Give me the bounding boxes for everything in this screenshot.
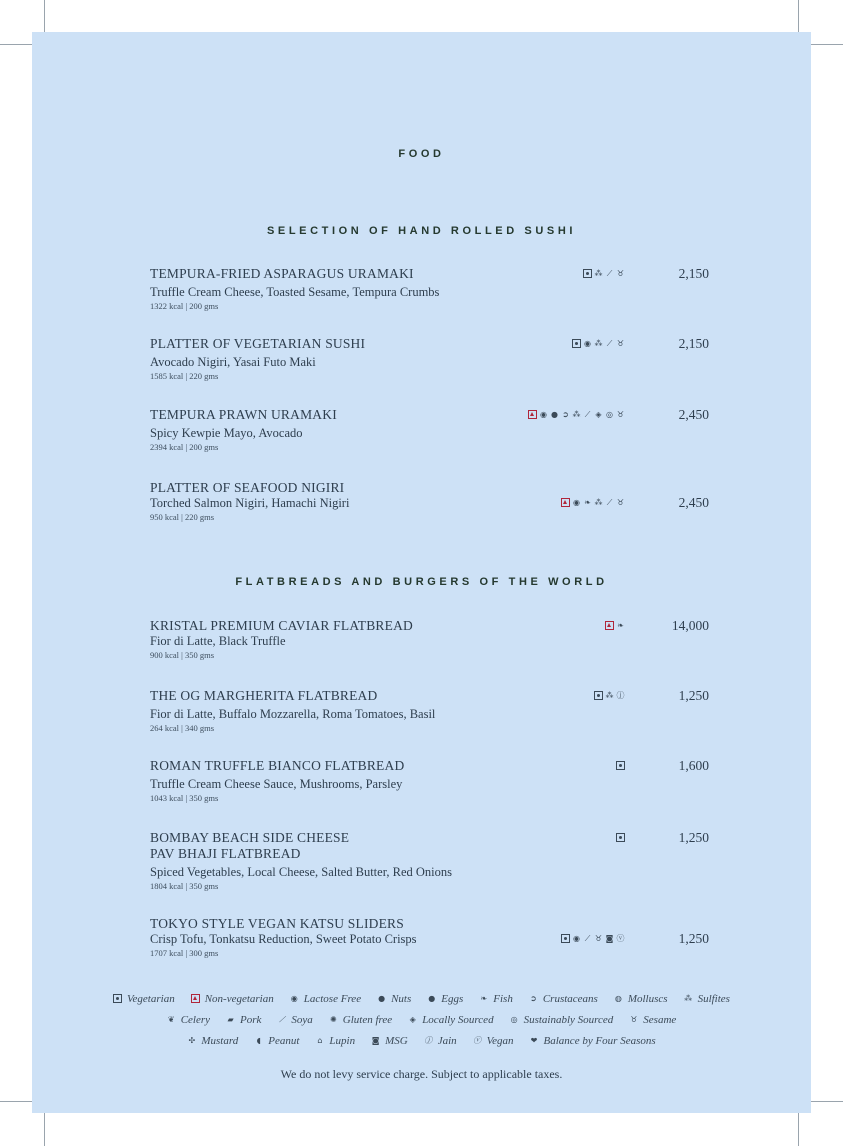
sesame-icon: ♉ — [616, 410, 625, 419]
legend-entry — [167, 1014, 210, 1026]
soya-icon: ⟋ — [584, 410, 591, 419]
vegan-icon: ⓥ — [473, 1036, 482, 1045]
item-name: KRISTAL PREMIUM CAVIAR FLATBREAD — [150, 618, 413, 633]
item-nutrition: 1585 kcal | 220 gms — [150, 371, 219, 381]
legend-entry — [473, 1035, 514, 1047]
sulfites-icon: ⁂ — [594, 339, 603, 348]
vegan-icon: ⓥ — [616, 934, 625, 943]
locally-sourced-icon: ◈ — [409, 1015, 416, 1024]
item-nutrition: 264 kcal | 340 gms — [150, 723, 215, 733]
page-title: FOOD — [398, 148, 445, 160]
menu-item — [150, 266, 710, 312]
eggs-icon: ● — [428, 994, 436, 1003]
legend-entry — [191, 993, 274, 1005]
legend-entry — [113, 993, 175, 1005]
item-description: Crisp Tofu, Tonkatsu Reduction, Sweet Potato Crisps — [150, 932, 417, 946]
item-price: 1,250 — [678, 830, 709, 845]
legend-row — [32, 1009, 811, 1030]
item-name: TEMPURA-FRIED ASPARAGUS URAMAKI — [150, 266, 414, 281]
legend-label: Sesame — [643, 1013, 677, 1026]
soya-icon: ⟋ — [584, 934, 591, 943]
item-name: PLATTER OF SEAFOOD NIGIRI — [150, 480, 345, 495]
item-name: PLATTER OF VEGETARIAN SUSHI — [150, 336, 366, 351]
legend-label: Crustaceans — [542, 992, 598, 1005]
item-description: Fior di Latte, Buffalo Mozzarella, Roma Tomatoes, Basil — [150, 707, 436, 721]
legend-entry — [290, 993, 361, 1005]
mustard-icon: ✣ — [188, 1036, 196, 1045]
msg-icon: ◙ — [605, 934, 614, 943]
crop-mark — [798, 0, 799, 32]
nonveg-icon — [528, 410, 537, 419]
item-nutrition: 950 kcal | 220 gms — [150, 512, 215, 522]
jain-icon: ⓙ — [616, 691, 625, 700]
sulfites-icon: ⁂ — [684, 994, 693, 1003]
item-price: 1,600 — [678, 758, 709, 773]
dietary-icons — [465, 761, 625, 770]
legend-label: Peanut — [268, 1034, 300, 1047]
legend-entry — [254, 1035, 299, 1047]
sesame-icon: ♉ — [616, 269, 625, 278]
item-nutrition: 1043 kcal | 350 gms — [150, 793, 219, 803]
dietary-icons — [465, 339, 625, 348]
menu-item — [150, 830, 710, 892]
legend-label: MSG — [385, 1034, 408, 1047]
menu-page — [32, 32, 811, 1113]
dietary-icons — [465, 621, 625, 630]
dietary-icons — [465, 691, 625, 700]
legend-entry — [226, 1014, 261, 1026]
menu-item — [150, 407, 710, 453]
nuts-icon: ● — [378, 994, 386, 1003]
lactose-free-icon: ◉ — [290, 994, 298, 1003]
menu-item — [150, 688, 710, 734]
nonveg-icon — [191, 994, 200, 1003]
veg-icon — [616, 833, 625, 842]
legend-label: Gluten free — [342, 1013, 393, 1026]
gluten-free-icon: ✺ — [329, 1015, 337, 1024]
menu-item — [150, 916, 710, 959]
lactose-free-icon: ◉ — [573, 498, 580, 507]
item-price: 2,450 — [678, 495, 709, 510]
item-name: TEMPURA PRAWN URAMAKI — [150, 407, 337, 422]
veg-icon — [113, 994, 122, 1003]
veg-icon — [616, 761, 625, 770]
crop-mark — [44, 0, 45, 32]
dietary-icons — [465, 934, 625, 943]
item-description: Spiced Vegetables, Local Cheese, Salted Butter, Red Onions — [150, 865, 452, 879]
crustaceans-icon: ➲ — [562, 410, 569, 419]
section-heading-flatbreads: FLATBREADS AND BURGERS OF THE WORLD — [235, 576, 608, 588]
legend-entry — [530, 1035, 656, 1047]
soya-icon: ⟋ — [606, 269, 613, 278]
item-price: 14,000 — [671, 618, 709, 633]
crop-mark — [811, 44, 843, 45]
item-price: 2,150 — [678, 266, 709, 281]
legend-label: Eggs — [441, 992, 464, 1005]
dietary-icons — [465, 410, 625, 419]
crop-mark — [0, 44, 32, 45]
menu-item — [150, 758, 710, 804]
legend-label: Vegan — [486, 1034, 514, 1047]
lactose-free-icon: ◉ — [584, 339, 591, 348]
fish-icon: ❧ — [480, 994, 488, 1003]
celery-icon: ❦ — [167, 1015, 175, 1024]
nonveg-icon — [605, 621, 614, 630]
crustaceans-icon: ➲ — [529, 994, 537, 1003]
soya-icon: ⟋ — [606, 339, 613, 348]
legend-label: Soya — [291, 1013, 313, 1026]
footer-note: We do not levy service charge. Subject to applicable taxes. — [280, 1067, 563, 1081]
balance-four-seasons-icon: ❤ — [530, 1036, 538, 1045]
legend-label: Lactose Free — [303, 992, 362, 1005]
soya-icon: ⟋ — [279, 1015, 285, 1024]
dietary-legend — [32, 988, 811, 1051]
nonveg-icon — [561, 498, 570, 507]
sulfites-icon: ⁂ — [572, 410, 581, 419]
legend-label: Lupin — [329, 1034, 356, 1047]
lactose-free-icon: ◉ — [540, 410, 547, 419]
item-description: Torched Salmon Nigiri, Hamachi Nigiri — [150, 496, 350, 510]
dietary-icons — [465, 498, 625, 507]
legend-entry — [629, 1014, 676, 1026]
legend-entry — [424, 1035, 457, 1047]
legend-entry — [329, 1014, 392, 1026]
item-description: Spicy Kewpie Mayo, Avocado — [150, 426, 303, 440]
crop-mark — [798, 1113, 799, 1146]
legend-label: Pork — [240, 1013, 262, 1026]
legend-entry — [371, 1035, 408, 1047]
legend-entry — [187, 1035, 238, 1047]
menu-item — [150, 336, 710, 382]
item-price: 1,250 — [678, 688, 709, 703]
legend-label: Celery — [180, 1013, 211, 1026]
legend-label: Locally Sourced — [422, 1013, 494, 1026]
lupin-icon: ⌂ — [317, 1036, 323, 1045]
legend-label: Jain — [437, 1034, 457, 1047]
sustainably-sourced-icon: ◎ — [606, 410, 613, 419]
legend-entry — [529, 993, 598, 1005]
legend-entry — [614, 993, 668, 1005]
item-name: TOKYO STYLE VEGAN KATSU SLIDERS — [150, 916, 404, 931]
legend-entry — [427, 993, 463, 1005]
sulfites-icon: ⁂ — [594, 269, 603, 278]
legend-entry — [510, 1014, 614, 1026]
item-description: Truffle Cream Cheese, Toasted Sesame, Tempura Crumbs — [150, 285, 440, 299]
sesame-icon: ♉ — [630, 1015, 638, 1024]
item-price: 2,450 — [678, 407, 709, 422]
item-nutrition: 1707 kcal | 300 gms — [150, 948, 219, 958]
dietary-icons — [465, 269, 625, 278]
soya-icon: ⟋ — [606, 498, 613, 507]
lactose-free-icon: ◉ — [573, 934, 580, 943]
section-heading-sushi: SELECTION OF HAND ROLLED SUSHI — [266, 225, 577, 237]
sesame-icon: ♉ — [616, 498, 625, 507]
jain-icon: ⓙ — [424, 1036, 433, 1045]
pork-icon: ▰ — [227, 1015, 234, 1024]
item-description: Avocado Nigiri, Yasai Futo Maki — [150, 355, 316, 369]
legend-label: Mustard — [201, 1034, 239, 1047]
item-nutrition: 900 kcal | 350 gms — [150, 650, 215, 660]
item-description: Fior di Latte, Black Truffle — [150, 634, 286, 648]
legend-entry — [377, 993, 411, 1005]
item-price: 1,250 — [678, 931, 709, 946]
eggs-icon: ● — [551, 410, 558, 419]
item-description: Truffle Cream Cheese Sauce, Mushrooms, Parsley — [150, 777, 403, 791]
legend-label: Sustainably Sourced — [523, 1013, 614, 1026]
dietary-icons — [465, 833, 625, 842]
item-price: 2,150 — [678, 336, 709, 351]
sesame-icon: ♉ — [616, 339, 625, 348]
legend-row — [32, 988, 811, 1009]
sulfites-icon: ⁂ — [594, 498, 603, 507]
fish-icon: ❧ — [617, 621, 624, 630]
fish-icon: ❧ — [584, 498, 591, 507]
item-nutrition: 2394 kcal | 200 gms — [150, 442, 219, 452]
item-nutrition: 1322 kcal | 200 gms — [150, 301, 219, 311]
legend-label: Non-vegetarian — [204, 992, 274, 1005]
sesame-icon: ♉ — [594, 934, 603, 943]
legend-label: Balance by Four Seasons — [543, 1034, 656, 1047]
legend-entry — [315, 1035, 355, 1047]
veg-icon — [594, 691, 603, 700]
item-nutrition: 1804 kcal | 350 gms — [150, 881, 219, 891]
peanut-icon: ◖ — [256, 1036, 261, 1045]
item-name: ROMAN TRUFFLE BIANCO FLATBREAD — [150, 758, 405, 773]
legend-label: Sulfites — [697, 992, 730, 1005]
item-name: THE OG MARGHERITA FLATBREAD — [150, 688, 378, 703]
legend-label: Nuts — [391, 992, 412, 1005]
item-name: BOMBAY BEACH SIDE CHEESE — [150, 830, 350, 845]
legend-entry — [408, 1014, 493, 1026]
menu-item — [150, 480, 710, 523]
legend-entry — [479, 993, 513, 1005]
item-name-line-2: PAV BHAJI FLATBREAD — [150, 846, 301, 861]
legend-label: Vegetarian — [127, 992, 175, 1005]
locally-sourced-icon: ◈ — [595, 410, 602, 419]
legend-entry — [684, 993, 730, 1005]
crop-mark — [44, 1113, 45, 1146]
msg-icon: ◙ — [371, 1036, 380, 1045]
veg-icon — [583, 269, 592, 278]
legend-entry — [277, 1014, 312, 1026]
menu-item — [150, 618, 710, 661]
sulfites-icon: ⁂ — [605, 691, 614, 700]
crop-mark — [811, 1101, 843, 1102]
molluscs-icon: ◍ — [614, 994, 622, 1003]
legend-label: Fish — [493, 992, 513, 1005]
crop-mark — [0, 1101, 32, 1102]
sustainably-sourced-icon: ◎ — [510, 1015, 518, 1024]
veg-icon — [561, 934, 570, 943]
veg-icon — [572, 339, 581, 348]
legend-label: Molluscs — [627, 992, 668, 1005]
legend-row — [32, 1030, 811, 1051]
